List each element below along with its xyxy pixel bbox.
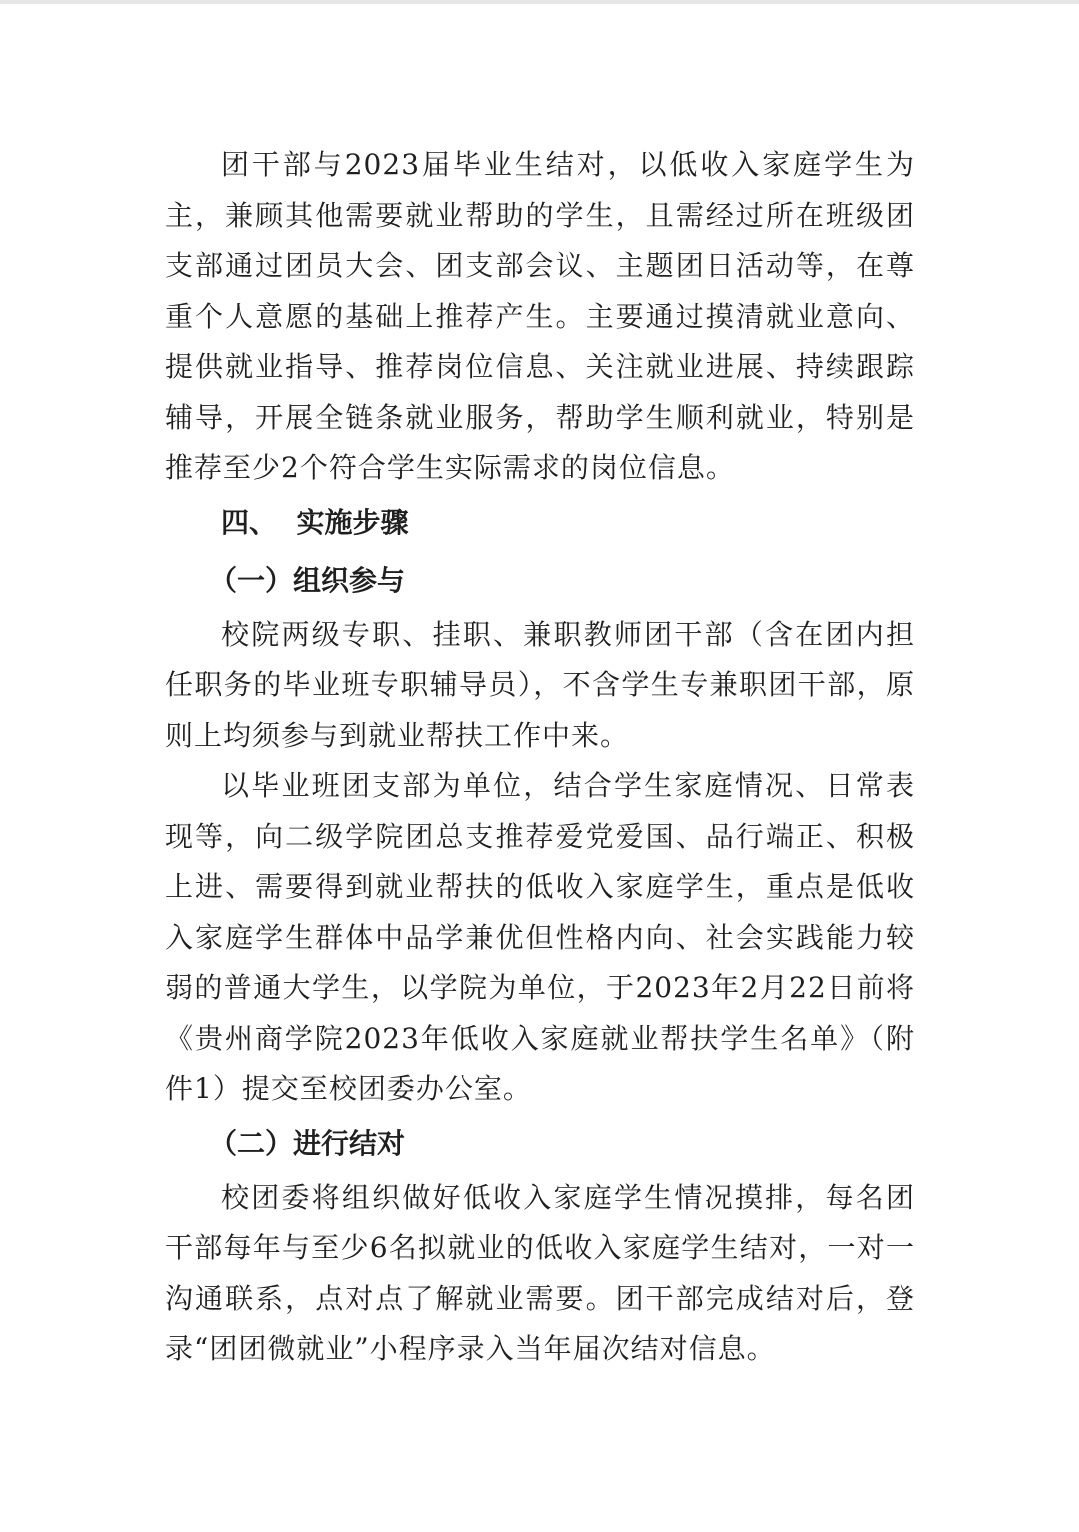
document-page <box>165 140 915 1375</box>
subsection-heading-organize: （一）组织参与 <box>209 563 406 597</box>
section-heading-implementation-steps: 四、 实施步骤 <box>221 505 409 539</box>
paragraph-recommendation: 以毕业班团支部为单位，结合学生家庭情况、日常表现等，向二级学院团总支推荐爱党爱国、品行端正、积极上进、需要得到就业帮扶的低收入家庭学生，重点是低收入家庭学生群体中品学兼优但性格内向、社会实践能力较弱的普通大学生，以学院为单位，于2023年2月22日前将《贵州商学院2023年低收入家庭就业帮扶学生名单》（附件1）提交至校团委办公室。 <box>165 769 915 1105</box>
top-edge-bar <box>0 0 1079 4</box>
paragraph-pairing-intro: 团干部与2023届毕业生结对，以低收入家庭学生为主，兼顾其他需要就业帮助的学生，且需经过所在班级团支部通过团员大会、团支部会议、主题团日活动等，在尊重个人意愿的基础上推荐产生。主要通过摸清就业意向、提供就业指导、推荐岗位信息、关注就业进展、持续跟踪辅导，开展全链条就业服务，帮助学生顺利就业，特别是推荐至少2个符合学生实际需求的岗位信息。 <box>165 148 915 484</box>
paragraph-pairing-process: 校团委将组织做好低收入家庭学生情况摸排，每名团干部每年与至少6名拟就业的低收入家庭学生结对，一对一沟通联系，点对点了解就业需要。团干部完成结对后，登录“团团微就业”小程序录入当年届次结对信息。 <box>165 1180 915 1365</box>
subsection-heading-pairing: （二）进行结对 <box>209 1126 406 1160</box>
paragraph-participants: 校院两级专职、挂职、兼职教师团干部（含在团内担任职务的毕业班专职辅导员），不含学生专兼职团干部，原则上均须参与到就业帮扶工作中来。 <box>165 617 915 752</box>
